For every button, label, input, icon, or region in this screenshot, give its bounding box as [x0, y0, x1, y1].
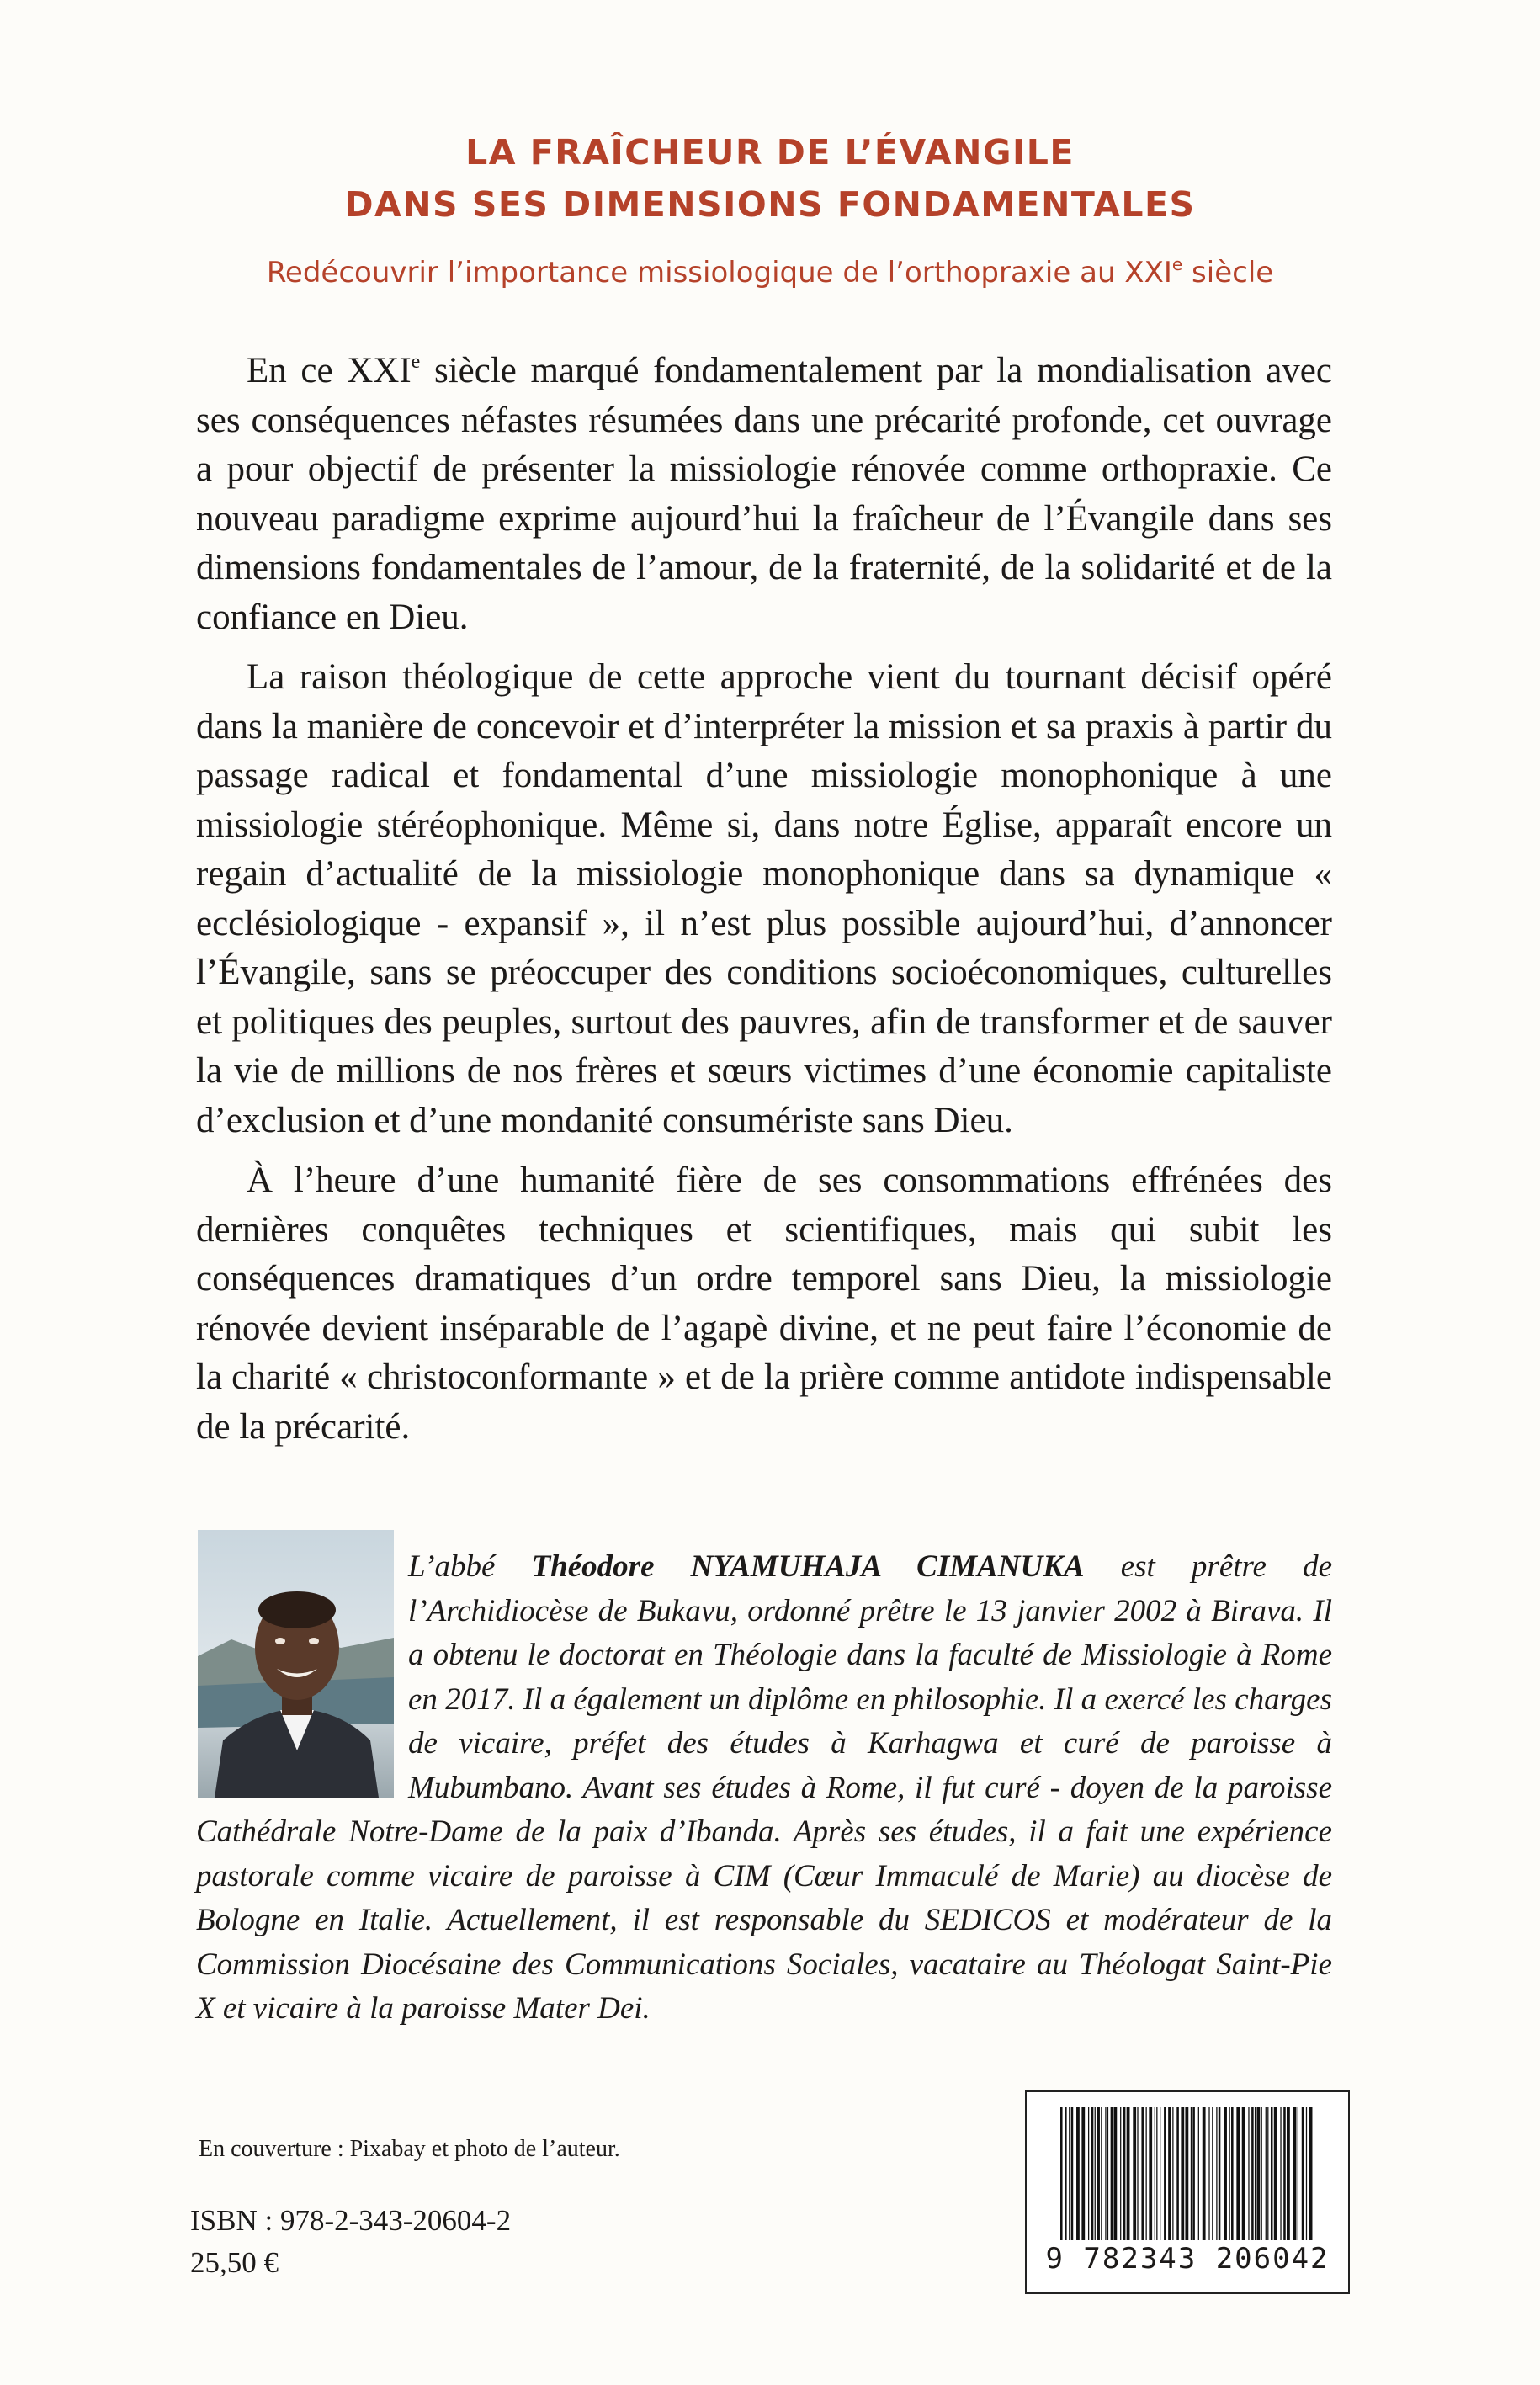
barcode-bar: [1105, 2107, 1106, 2240]
p1-start: En ce XXI: [247, 351, 412, 390]
subtitle-text: Redécouvrir l’importance missiologique de l’orthopraxie au XXI: [266, 256, 1172, 289]
barcode-bar: [1071, 2107, 1074, 2240]
barcode-bar: [1306, 2107, 1307, 2240]
barcode-bar: [1185, 2107, 1188, 2240]
barcode-bar: [1127, 2107, 1130, 2240]
barcode-bar: [1283, 2107, 1286, 2240]
barcode-bar: [1191, 2107, 1192, 2240]
barcode-bar: [1256, 2107, 1260, 2240]
barcode-bar: [1266, 2107, 1267, 2240]
barcode-bar: [1224, 2107, 1227, 2240]
barcode-bar: [1261, 2107, 1262, 2240]
barcode-bar: [1120, 2107, 1121, 2240]
barcode-bar: [1255, 2107, 1256, 2240]
barcode-bar: [1198, 2107, 1199, 2240]
barcode-bar: [1149, 2107, 1152, 2240]
book-subtitle: [0, 252, 1540, 293]
p1-superscript: e: [411, 351, 421, 373]
title-line-2: DANS SES DIMENSIONS FONDAMENTALES: [344, 184, 1196, 225]
bio-prefix: L’abbé: [408, 1549, 532, 1584]
summary-text: [196, 347, 1332, 1463]
barcode-bar: [1181, 2107, 1184, 2240]
p1-rest: siècle marqué fondamentalement par la mondialisation avec ses conséquences néfastes résumées dans une précarité profonde, cet ouvrage a pour objectif de présenter la missiologie rénovée comme orthopraxie. Ce nouveau paradigme exprime aujourd’hui la fraîcheur de l’Évangile dans ses dimensions fondamentales de l’amour, de la fraternité, de la solidarité et de la confiance en Dieu.: [196, 351, 1332, 637]
barcode-bar: [1095, 2107, 1096, 2240]
barcode-bar: [1287, 2107, 1290, 2240]
barcode-bar: [1076, 2107, 1080, 2240]
barcode-bar: [1168, 2107, 1171, 2240]
barcode-bars: [1059, 2107, 1316, 2240]
barcode-number: 9 782343 206042: [1045, 2242, 1330, 2276]
barcode-bar: [1192, 2107, 1195, 2240]
barcode-bar: [1137, 2107, 1138, 2240]
barcode-bar: [1248, 2107, 1249, 2240]
isbn: ISBN : 978-2-343-20604-2: [190, 2204, 512, 2237]
barcode-bar: [1216, 2107, 1217, 2240]
barcode-bar: [1231, 2107, 1234, 2240]
barcode-bar: [1141, 2107, 1144, 2240]
barcode-bar: [1176, 2107, 1179, 2240]
barcode-bar: [1280, 2107, 1281, 2240]
author-biography: [196, 1545, 1332, 2032]
barcode-bar: [1212, 2107, 1213, 2240]
barcode-bar: [1060, 2107, 1063, 2240]
barcode-bar: [1302, 2107, 1304, 2240]
barcode-bar: [1097, 2107, 1100, 2240]
barcode-bar: [1091, 2107, 1094, 2240]
barcode-bar: [1081, 2107, 1085, 2240]
subtitle-superscript: e: [1171, 254, 1183, 274]
barcode-bar: [1164, 2107, 1166, 2240]
barcode-bar: [1274, 2107, 1277, 2240]
barcode-bar: [1309, 2107, 1313, 2240]
book-title: [0, 126, 1540, 231]
barcode-bar: [1088, 2107, 1089, 2240]
barcode-bar: [1101, 2107, 1102, 2240]
barcode-bar: [1251, 2107, 1254, 2240]
photo-float-spacer: [196, 1545, 408, 1808]
summary-paragraph-3: À l’heure d’une humanité fière de ses consommations effrénées des dernières conquêtes techniques et scientifiques, mais qui subit les conséquences dramatiques d’un ordre temporel sans Dieu, la missiologie rénovée devient inséparable de l’agapè divine, et ne peut faire l’économie de la charité « christoconformante » et de la prière comme antidote indispensable de la précarité.: [196, 1161, 1332, 1447]
barcode-bar: [1203, 2107, 1206, 2240]
barcode-bar: [1208, 2107, 1209, 2240]
barcode-bar: [1156, 2107, 1157, 2240]
barcode-bar: [1242, 2107, 1245, 2240]
barcode-bar: [1236, 2107, 1240, 2240]
barcode-bar: [1271, 2107, 1273, 2240]
barcode-bar: [1065, 2107, 1067, 2240]
summary-paragraph-1: [196, 347, 1332, 642]
barcode-bar: [1146, 2107, 1147, 2240]
barcode-bar: [1107, 2107, 1108, 2240]
summary-paragraph-2: La raison théologique de cette approche vient du tournant décisif opéré dans la manière de concevoir et d’interpréter la mission et sa praxis à partir du passage radical et fondamental d’une missiologie monophonique à une missiologie stéréophonique. Même si, dans notre Église, apparaît encore un regain d’actualité de la missiologie monophonique dans sa dynamique « ecclésiologique - expansif », il n’est plus possible aujourd’hui, d’annoncer l’Évangile, sans se préoccuper des conditions socioéconomiques, culturelles et politiques des peuples, surtout des pauvres, afin de transformer et de sauver la vie de millions de nos frères et sœurs victimes d’une économie capitaliste d’exclusion et d’une mondanité consumériste sans Dieu.: [196, 657, 1332, 1140]
barcode-bar: [1219, 2107, 1221, 2240]
barcode-bar: [1267, 2107, 1268, 2240]
barcode-bar: [1293, 2107, 1297, 2240]
subtitle-end: siècle: [1182, 256, 1274, 289]
price: 25,50 €: [190, 2246, 279, 2279]
barcode-bar: [1111, 2107, 1113, 2240]
barcode-bar: [1133, 2107, 1136, 2240]
barcode-bar: [1113, 2107, 1117, 2240]
title-line-1: LA FRAÎCHEUR DE L’ÉVANGILE: [465, 132, 1075, 173]
author-name: Théodore NYAMUHAJA CIMANUKA: [531, 1549, 1085, 1584]
barcode-bar: [1123, 2107, 1126, 2240]
barcode: [1025, 2090, 1350, 2294]
cover-credit: En couverture : Pixabay et photo de l’auteur.: [199, 2136, 620, 2162]
barcode-bar: [1069, 2107, 1070, 2240]
barcode-bar: [1172, 2107, 1173, 2240]
bio-text: est prêtre de l’Archidiocèse de Bukavu, ordonné prêtre le 13 janvier 2002 à Birava. Il a obtenu le doctorat en Théologie dans la faculté de Missiologie à Rome en 2017. Il a également un diplôme en philosophie. Il a exercé les charges de vicaire, préfet des études à Karhagwa et curé de paroisse à Mubumbano. Avant ses études à Rome, il fut curé - doyen de la paroisse Cathédrale Notre-Dame de la paix d’Ibanda. Après ses études, il a fait une expérience pastorale comme vicaire de paroisse à CIM (Cœur Immaculé de Marie) au diocèse de Bologne en Italie. Actuellement, il est responsable du SEDICOS et modérateur de la Commission Diocésaine des Communications Sociales, vacataire au Théologat Saint-Pie X et vicaire à la paroisse Mater Dei.: [196, 1549, 1333, 2026]
